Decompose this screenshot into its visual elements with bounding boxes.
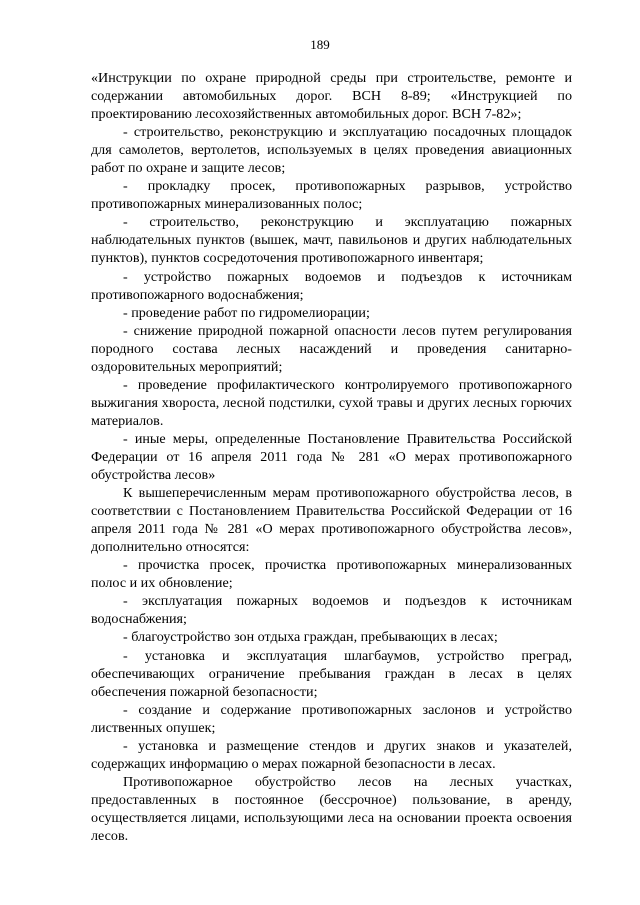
paragraph-conclusion: Противопожарное обустройство лесов на лесных участках, предоставленных в постоянное (бессрочное) пользование, в аренду, осуществляется лицами, использующими леса на основании проекта освоения лесов.	[91, 773, 572, 844]
list-item-landing-sites: - строительство, реконструкцию и эксплуатацию посадочных площадок для самолетов, вертолетов, используемых в целях проведения авиационных работ по охране и защите лесов;	[91, 124, 572, 177]
document-body	[91, 69, 572, 845]
paragraph-additional-measures: К вышеперечисленным мерам противопожарного обустройства лесов, в соответствии с Постановлением Правительства Российской Федерации от 16 апреля 2011 года № 281 «О мерах противопожарного обустройства лесов», дополнительно относятся:	[91, 485, 572, 556]
page-number: 189	[310, 37, 330, 52]
list-item-hydromelioration: - проведение работ по гидромелиорации;	[123, 304, 370, 321]
list-item-observation-points: - строительство, реконструкцию и эксплуатацию пожарных наблюдательных пунктов (вышек, мачт, павильонов и других наблюдательных пунктов), пунктов сосредоточения противопожарного инвентаря;	[91, 214, 572, 267]
paragraph-intro-continuation: «Инструкции по охране природной среды при строительстве, ремонте и содержании автомобильных дорог. ВСН 8-89; «Инструкцией по проектированию лесохозяйственных автомобильных дорог. ВСН 7-82»;	[91, 70, 572, 123]
list-item-other-measures: - иные меры, определенные Постановление Правительства Российской Федерации от 16 апреля 2011 года № 281 «О мерах противопожарного обустройства лесов»	[91, 430, 572, 484]
list-item-barriers: - установка и эксплуатация шлагбаумов, устройство преград, обеспечивающих ограничение пребывания граждан в лесах в целях обеспечения пожарной безопасности;	[91, 647, 572, 700]
list-item-controlled-burning: - проведение профилактического контролируемого противопожарного выжигания хвороста, лесной подстилки, сухой травы и других лесных горючих материалов.	[91, 376, 572, 429]
list-item-clearing-maintenance: - прочистка просек, прочистка противопожарных минерализованных полос и их обновление;	[91, 557, 572, 592]
list-item-fire-reservoirs: - устройство пожарных водоемов и подъездов к источникам противопожарного водоснабжения;	[91, 268, 572, 303]
list-item-reservoir-operation: - эксплуатация пожарных водоемов и подъездов к источникам водоснабжения;	[91, 593, 572, 628]
list-item-recreation-zones: - благоустройство зон отдыха граждан, пребывающих в лесах;	[123, 629, 498, 646]
list-item-clearings: - прокладку просек, противопожарных разрывов, устройство противопожарных минерализованных полос;	[91, 178, 572, 213]
list-item-fire-barriers: - создание и содержание противопожарных заслонов и устройство лиственных опушек;	[91, 701, 572, 736]
list-item-fire-danger-reduction: - снижение природной пожарной опасности лесов путем регулирования породного состава лесных насаждений и проведения санитарно-оздоровительных мероприятий;	[91, 322, 572, 375]
list-item-info-stands: - установка и размещение стендов и других знаков и указателей, содержащих информацию о мерах пожарной безопасности в лесах.	[91, 737, 572, 772]
